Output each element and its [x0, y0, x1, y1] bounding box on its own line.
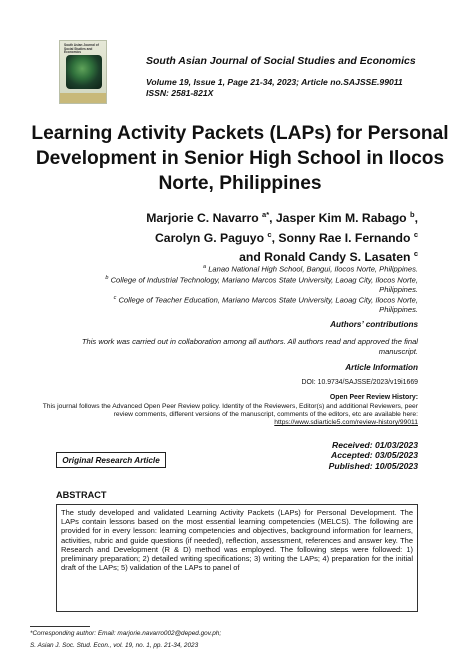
doi-line: DOI: 10.9734/SAJSSE/2023/v19i1669 — [301, 379, 418, 386]
affiliation-sup: b — [105, 274, 109, 281]
article-title: Learning Activity Packets (LAPs) for Personal Development in Senior High School in Ilocos Norte, Philippines — [31, 123, 449, 194]
author-sep: , — [269, 211, 276, 226]
author-sup: a* — [262, 210, 270, 219]
abstract-box — [56, 504, 418, 612]
author-line-2 — [38, 227, 418, 247]
author-name: Marjorie C. Navarro — [146, 211, 259, 226]
author-sup: c — [267, 229, 272, 239]
affiliation-sup: c — [113, 295, 117, 302]
author-sup: c — [413, 229, 418, 239]
affiliations — [98, 263, 418, 315]
author-list — [38, 207, 418, 266]
peer-review-description: This journal follows the Advanced Open Peer Review policy. Identity of the Reviewers, Editor(s) and additional Reviewers, peer review comments, different versions of the manuscript, comments of the editors, etc are available here: — [42, 403, 418, 418]
author-line-1 — [38, 207, 418, 227]
author-name: and Ronald Candy S. Lasaten — [239, 250, 411, 265]
citation-footer: S. Asian J. Soc. Stud. Econ., vol. 19, no. 1, pp. 21-34, 2023 — [30, 642, 199, 649]
received-date: Received: 01/03/2023 — [331, 440, 418, 450]
volume-line: Volume 19, Issue 1, Page 21-34, 2023; Article no.SAJSSE.99011 — [146, 77, 403, 87]
peer-review-text — [38, 403, 418, 427]
journal-cover-thumbnail — [59, 40, 107, 104]
author-sup: c — [413, 249, 418, 259]
footnote-rule — [30, 626, 90, 627]
affiliation-c — [98, 294, 418, 314]
peer-review-heading: Open Peer Review History: — [329, 394, 418, 401]
published-date: Published: 10/05/2023 — [328, 460, 418, 471]
affiliation-a — [98, 263, 418, 274]
author-sep: , — [414, 211, 418, 226]
article-type-label: Original Research Article — [62, 455, 160, 465]
cover-band — [60, 93, 106, 103]
corresponding-author: *Corresponding author: Email: marjorie.navarro002@deped.gov.ph; — [30, 630, 222, 637]
affiliation-text: Lanao National High School, Bangui, Ilocos Norte, Philippines. — [208, 264, 418, 274]
contributions-text: This work was carried out in collaboration among all authors. All authors read and approved the final manuscript. — [81, 337, 418, 356]
cover-globe-image — [66, 55, 102, 89]
cover-title: South Asian Journal of Social Studies and Economics — [64, 43, 99, 55]
peer-review-link[interactable]: https://www.sdiarticle5.com/review-history/99011 — [274, 419, 418, 426]
author-sep: , — [271, 230, 279, 245]
author-name: Carolyn G. Paguyo — [154, 230, 265, 245]
article-type-box — [56, 452, 166, 468]
abstract-heading: ABSTRACT — [56, 490, 107, 500]
affiliation-text: College of Teacher Education, Mariano Marcos State University, Laoag City, Ilocos Norte, Philippines. — [118, 295, 418, 315]
issn-line: ISSN: 2581-821X — [146, 88, 214, 98]
abstract-text: The study developed and validated Learning Activity Packets (LAPs) for Personal Development. The LAPs contain lessons based on the most essential learning competencies (MELCS). The following are provided for in every lesson: learning competencies and objectives, background information for learners, activities, rubric and guide questions (if needed), reflection, assessment, references and answer key. The Research and Development (R & D) method was employed. The following steps were followed: 1) preliminary preparation; 2) detailed writing specifications; 3) writing the LAPs; 4) preparation for the initial draft of the LAPs; 5) validation of the LAPs to panel of — [61, 508, 413, 573]
author-name: Sonny Rae I. Fernando — [278, 230, 411, 245]
affiliation-sup: a — [203, 264, 207, 270]
accepted-date: Accepted: 03/05/2023 — [331, 450, 418, 461]
publication-dates — [329, 440, 418, 471]
contributions-heading: Authors’ contributions — [330, 320, 418, 329]
article-info-heading: Article Information — [345, 363, 418, 372]
author-name: Jasper Kim M. Rabago — [275, 211, 407, 226]
author-sup: b — [410, 210, 415, 219]
affiliation-text: College of Industrial Technology, Mariano Marcos State University, Laoag City, Ilocos Norte, Philippines. — [110, 275, 418, 294]
volume-info — [146, 77, 403, 99]
journal-name: South Asian Journal of Social Studies and Economics — [146, 55, 416, 67]
affiliation-b — [98, 274, 418, 294]
